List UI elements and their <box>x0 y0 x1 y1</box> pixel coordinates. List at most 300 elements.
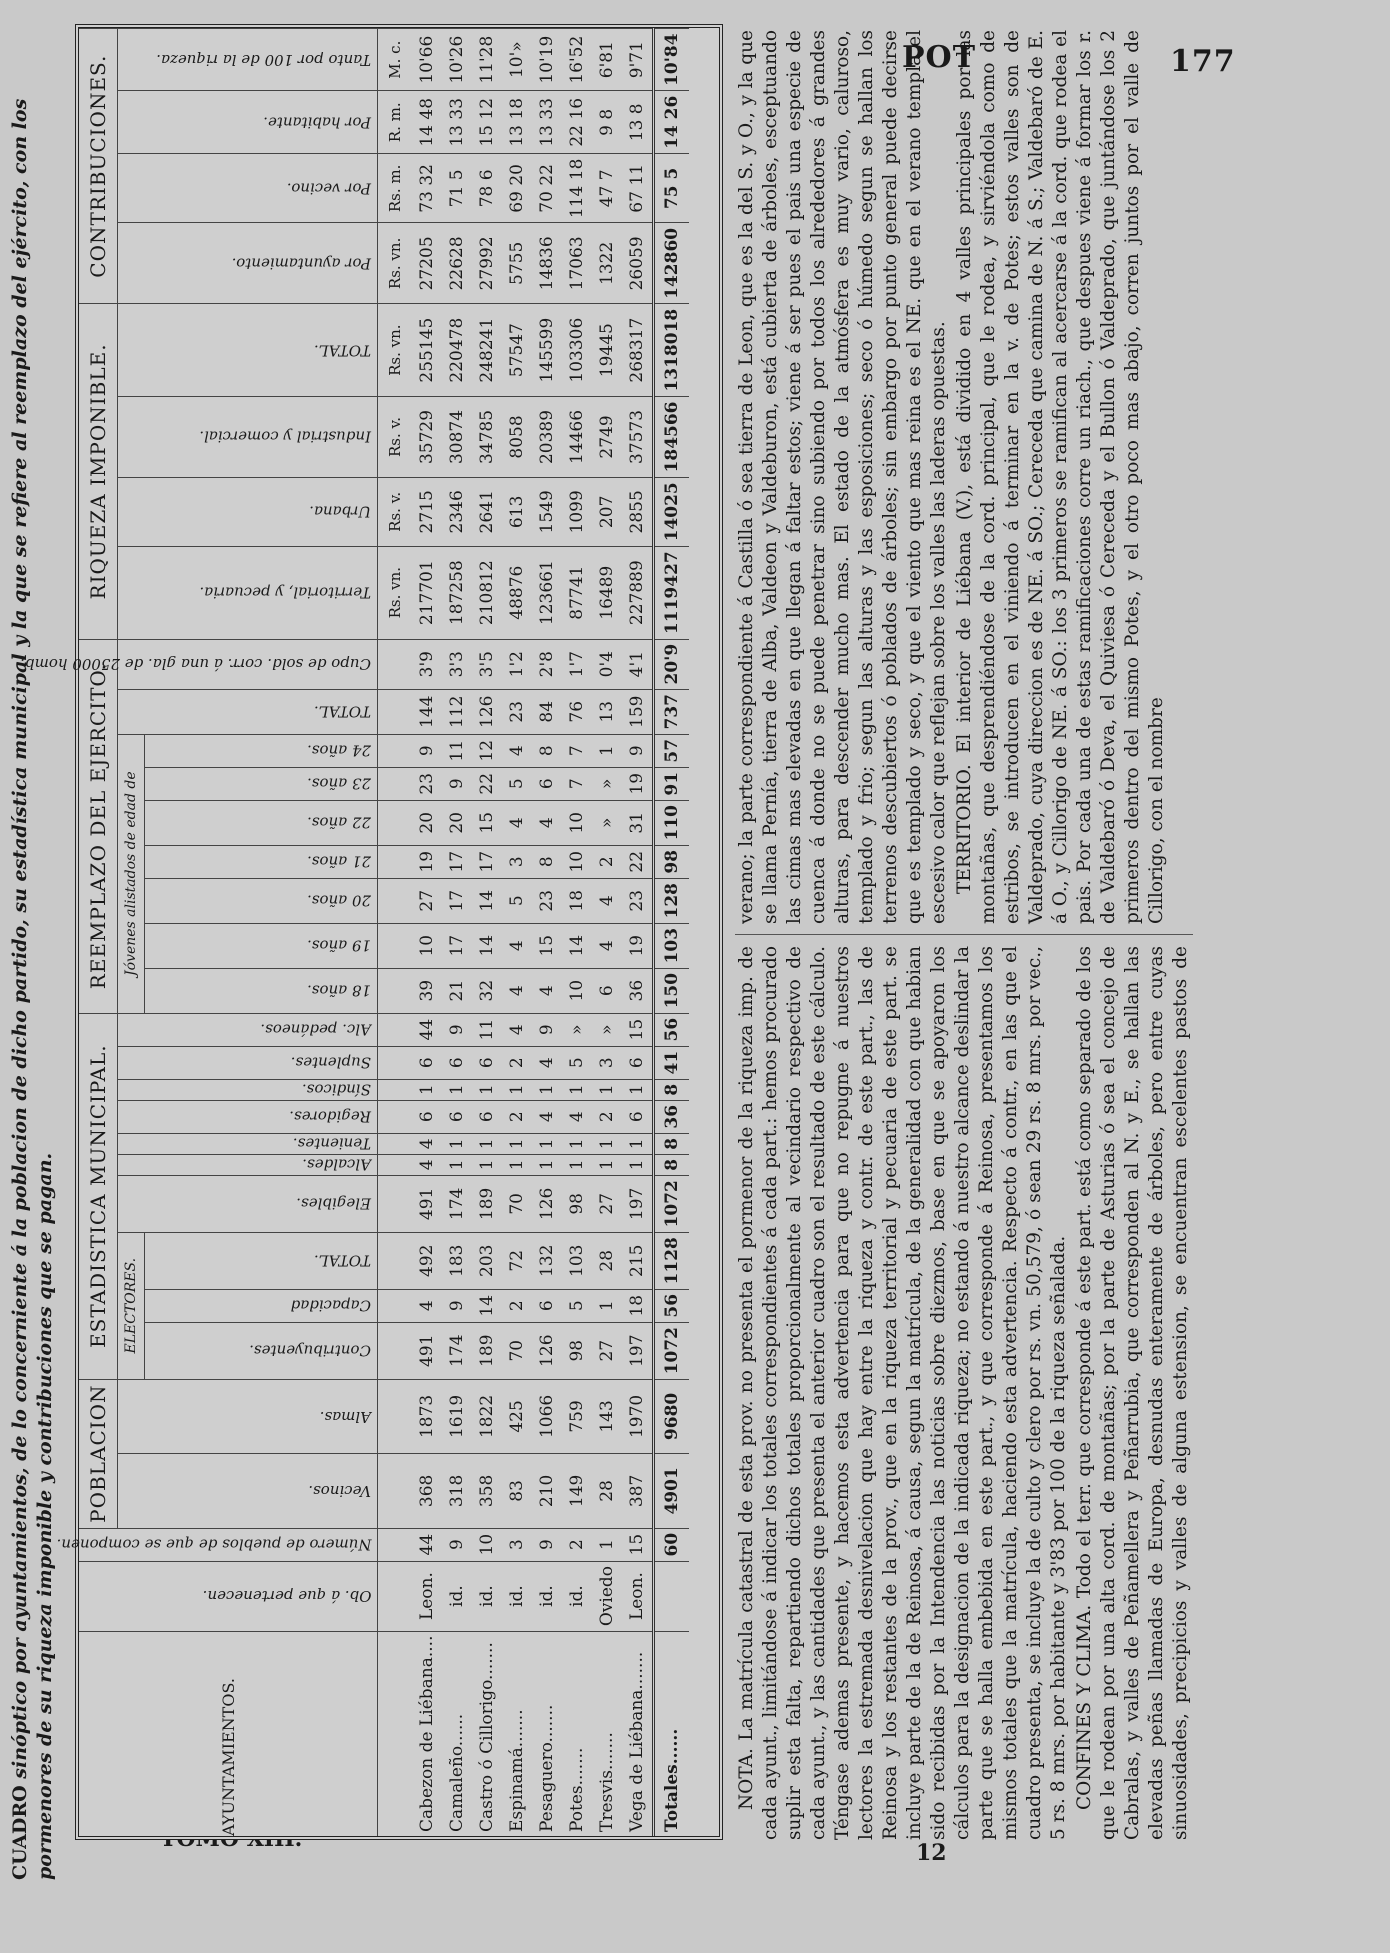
table-row <box>442 29 472 1837</box>
table-cell: 1 <box>622 1133 654 1154</box>
table-cell: 268317 <box>622 304 654 397</box>
table-cell: 1 <box>472 1133 502 1154</box>
totals-cell: 4901 <box>654 1454 690 1528</box>
unit-territorial: Rs. vn. <box>378 546 413 639</box>
totals-cell: 1318018 <box>654 304 690 397</box>
table-cell: 13 <box>592 689 622 734</box>
table-cell: 18 <box>562 878 592 923</box>
table-cell: 4 <box>502 923 532 968</box>
totals-cell: 9680 <box>654 1379 690 1453</box>
table-cell: 197 <box>622 1175 654 1232</box>
table-cell: 123661 <box>532 546 562 639</box>
table-cell: 22 16 <box>562 91 592 154</box>
table-cell: 2641 <box>472 477 502 546</box>
table-cell: 8 <box>532 734 562 767</box>
table-cell: 10 <box>562 968 592 1013</box>
table-cell: 17063 <box>562 223 592 304</box>
col-19: 19 años. <box>145 923 378 968</box>
table-cell: 2 <box>562 1528 592 1561</box>
table-cell: 4 <box>532 1100 562 1133</box>
table-cell: 11 <box>442 734 472 767</box>
col-capacidad: Capacidad <box>145 1289 378 1322</box>
table-cell: 2346 <box>442 477 472 546</box>
page-number: 177 <box>1170 44 1236 79</box>
col-ayuntamientos: AYUNTAMIENTOS. <box>79 1631 378 1836</box>
table-cell: 8058 <box>502 397 532 478</box>
table-cell: 387 <box>622 1454 654 1528</box>
table-cell: 4 <box>502 800 532 845</box>
table-cell: 1 <box>592 1133 622 1154</box>
table-cell: id. <box>562 1561 592 1631</box>
table-cell: 144 <box>412 689 442 734</box>
table-cell: 1873 <box>412 1379 442 1453</box>
table-cell: 1 <box>442 1133 472 1154</box>
table-cell: 126 <box>532 1322 562 1379</box>
table-cell: 21 <box>442 968 472 1013</box>
col-tanto-por-100: Tanto por 100 de la riqueza. <box>118 29 378 91</box>
table-cell: 5755 <box>502 223 532 304</box>
table-cell: 220478 <box>442 304 472 397</box>
table-cell: 30874 <box>442 397 472 478</box>
table-cell: 1 <box>622 1154 654 1175</box>
totals-cell <box>654 1561 690 1631</box>
table-cell: » <box>592 800 622 845</box>
table-cell: 10 <box>472 1528 502 1561</box>
table-cell: 7 <box>562 734 592 767</box>
table-cell: 1 <box>592 734 622 767</box>
table-cell: 210 <box>532 1454 562 1528</box>
row-ayuntamiento: Cabezon de Liébana.... <box>412 1631 442 1836</box>
table-cell: 5 <box>502 878 532 923</box>
table-cell: 4 <box>412 1133 442 1154</box>
table-cell: 112 <box>442 689 472 734</box>
col-por-ayuntamiento: Por ayuntamiento. <box>118 223 378 304</box>
unit-por-habitante: R. m. <box>378 91 413 154</box>
table-cell: 17 <box>442 878 472 923</box>
table-cell: 22 <box>622 845 654 878</box>
table-cell: id. <box>442 1561 472 1631</box>
table-cell: » <box>562 1013 592 1046</box>
totals-cell: 110 <box>654 800 690 845</box>
col-21: 21 años. <box>145 845 378 878</box>
table-cell: 10 <box>562 845 592 878</box>
table-cell: 1970 <box>622 1379 654 1453</box>
table-cell: 4 <box>502 968 532 1013</box>
totals-cell: 150 <box>654 968 690 1013</box>
col-contribuyentes: Contribuyentes. <box>145 1322 378 1379</box>
table-row <box>412 29 442 1837</box>
totals-cell: 8 <box>654 1079 690 1100</box>
table-cell: 2855 <box>622 477 654 546</box>
table-cell: 187258 <box>442 546 472 639</box>
col-almas: Almas. <box>118 1379 378 1453</box>
col-reemplazo-total: TOTAL. <box>118 689 378 734</box>
table-cell: 19 <box>412 845 442 878</box>
table-cell: 6 <box>412 1046 442 1079</box>
table-cell: 39 <box>412 968 442 1013</box>
row-ayuntamiento: Tresvis....... <box>592 1631 622 1836</box>
nota-label: NOTA. <box>736 1748 757 1810</box>
col-23: 23 años. <box>145 767 378 800</box>
totals-cell: 128 <box>654 878 690 923</box>
table-cell: 98 <box>562 1175 592 1232</box>
table-cell: 1 <box>502 1154 532 1175</box>
table-cell: 1 <box>592 1528 622 1561</box>
table-cell: 18 <box>622 1289 654 1322</box>
table-cell: 2 <box>592 845 622 878</box>
table-cell: 23 <box>532 878 562 923</box>
totals-cell: 56 <box>654 1013 690 1046</box>
table-cell: 69 20 <box>502 154 532 223</box>
table-row <box>562 29 592 1837</box>
totals-cell: 737 <box>654 689 690 734</box>
table-cell: 27992 <box>472 223 502 304</box>
table-cell: 9 8 <box>592 91 622 154</box>
table-cell: 15 <box>472 800 502 845</box>
table-cell: 98 <box>562 1322 592 1379</box>
group-jovenes: Jóvenes alistados de edad de <box>118 734 145 1013</box>
table-cell: 103306 <box>562 304 592 397</box>
table-cell: 9 <box>442 1528 472 1561</box>
table-cell: 1 <box>412 1079 442 1100</box>
table-cell: 9 <box>412 734 442 767</box>
col-urbana: Urbana. <box>118 477 378 546</box>
table-cell: 1 <box>502 1079 532 1100</box>
table-cell: 20 <box>412 800 442 845</box>
table-cell: 13 8 <box>622 91 654 154</box>
totals-cell: 8 <box>654 1133 690 1154</box>
totals-cell: 56 <box>654 1289 690 1322</box>
table-cell: 6 <box>532 1289 562 1322</box>
table-cell: 1 <box>502 1133 532 1154</box>
table-cell: 3 <box>592 1046 622 1079</box>
table-cell: 8 <box>532 845 562 878</box>
group-electores: ELECTORES. <box>118 1232 145 1379</box>
unit-industrial: Rs. v. <box>378 397 413 478</box>
nota-text: La matrícula catastral de esta prov. no presenta el pormenor de la riqueza imp. de cada ayunt., limitándose á indicar los totales correspondientes á cada part.: hemos procurado suplir esta falta, repartiendo dichos totales proporcionalmente al vecindario respectivo de cada ayunt., y las cantidades que presenta el anterior cuadro son el resultado de este cálculo. Téngase ademas presente, y hacemos esta advertencia para que no repugne á nuestros lectores la estremada desnivelacion que hay entre la riqueza y contr. de este part., las de Reinosa y los restantes de la prov., que en la riqueza territorial y pecuaria de este part. se incluye parte de la de Reinosa, á causa, segun la matrícula, de la generalidad con que habian sido recibidas por la Intendencia las noticias sobre diezmos, base en que se apoyaron los cálculos para la designacion de la indicada riqueza; no estando á nuestro alcance deslindar la parte que se halla embebida en este part., y que corresponde á Reinosa, presentamos los mismos totales que la matrícula, haciendo esta advertencia. Respecto á contr., en las que el cuadro presenta, se incluye la de culto y clero por rs. vn. 50,579, ó sean 29 rs. 8 mrs. por vec., 5 rs. 8 mrs. por habitante y 3'83 por 100 de la riqueza señalada. <box>736 946 1069 1840</box>
table-cell: 9 <box>442 767 472 800</box>
caption-text: sinóptico por ayuntamientos, de lo concerniente á la poblacion de dicho partido, su estadística municipal y la que se refiere al reemplazo del ejército, con los pormenores de su riqueza imponible y contribuciones que se pagan. <box>9 98 56 1880</box>
table-cell: 84 <box>532 689 562 734</box>
table-cell: 126 <box>532 1175 562 1232</box>
totals-cell: 14 26 <box>654 91 690 154</box>
table-cell: 35729 <box>412 397 442 478</box>
table-cell: 2749 <box>592 397 622 478</box>
row-ayuntamiento: Vega de Liébana....... <box>622 1631 654 1836</box>
table-body <box>412 29 654 1837</box>
table-cell: 1 <box>472 1154 502 1175</box>
table-cell: 203 <box>472 1232 502 1289</box>
table-cell: 1 <box>562 1133 592 1154</box>
table-cell: 10'26 <box>442 29 472 91</box>
totals-cell: 1119427 <box>654 546 690 639</box>
totals-cell: 1072 <box>654 1175 690 1232</box>
table-cell: 1'7 <box>562 639 592 689</box>
table-cell: 4 <box>502 734 532 767</box>
col-tenientes: Tenientes. <box>118 1133 378 1154</box>
table-cell: 70 <box>502 1322 532 1379</box>
totals-cell: 20'9 <box>654 639 690 689</box>
table-cell: Leon. <box>412 1561 442 1631</box>
table-cell: 2 <box>502 1289 532 1322</box>
totals-cell: 60 <box>654 1528 690 1561</box>
table-cell: 103 <box>562 1232 592 1289</box>
table-cell: 1 <box>442 1154 472 1175</box>
table-cell: 9 <box>442 1013 472 1046</box>
table-cell: 4 <box>592 878 622 923</box>
table-cell: 22628 <box>442 223 472 304</box>
totals-label: Totales...... <box>654 1631 690 1836</box>
table-cell: 19 <box>622 767 654 800</box>
totals-cell: 10'84 <box>654 29 690 91</box>
terreno-label: TERRITORIO. <box>954 764 975 894</box>
table-cell: 2'8 <box>532 639 562 689</box>
table-cell: 23 <box>502 689 532 734</box>
col-cupo: Cupo de sold. corr. á una gla. de 25000 homb. <box>118 639 378 689</box>
table-cell: 27 <box>592 1322 622 1379</box>
table-cell: 6 <box>532 767 562 800</box>
confines-text: Todo el terr. que corresponde á este part. está como separado de los que le rodean por una alta cord. de montañas; por la parte de Asturias ó sea el concejo de Cabralas, y valles de Peñamellera y Peñarrubia, que corresponden al N. y E., se hallan las elevadas peñas llamadas de Europa, desnudas enteramente de árboles, pero entre cuyas sinuosidades, precipicios y valles de alguna estension, se encuentran escelentes pastos de verano; la parte correspondiente á Castilla ó sea tierra de Leon, que es la del S. y O., y la que se llama Pernía, tierra de Alba, Valdeon y Valdeburon, está cubierta de árboles, esceptuando las cimas mas elevadas en que llegan á faltar estos; viene á ser pues el pais una especie de cuenca á donde no se puede penetrar sino subiendo por todos los alrededores á grandes alturas, para descender mucho mas. El estado de la atmósfera es muy vario, caluroso, templado y frio; segun las alturas y las esposiciones; seco ó húmedo segun se hallan los terrenos descubiertos ó poblados de árboles; sin embargo por punto general puede decirse que es templado y seco, y que el viento que mas reina es el NE. que en el verano templa el escesivo calor que reflejan sobre los valles las laderas opuestas. <box>736 30 1191 1840</box>
unit-por-vecino: Rs. m. <box>378 154 413 223</box>
table-cell: 14466 <box>562 397 592 478</box>
table-cell: 10'» <box>502 29 532 91</box>
col-alc-pedaneos: Alc. pedáneos. <box>118 1013 378 1046</box>
table-cell: 72 <box>502 1232 532 1289</box>
row-ayuntamiento: Espinamá....... <box>502 1631 532 1836</box>
totals-cell: 1128 <box>654 1232 690 1289</box>
table-cell: 1'2 <box>502 639 532 689</box>
table-cell: 23 <box>412 767 442 800</box>
totals-row <box>654 29 690 1837</box>
table-cell: 83 <box>502 1454 532 1528</box>
col-alcaldes: Alcaldes. <box>118 1154 378 1175</box>
table-cell: 318 <box>442 1454 472 1528</box>
table-cell: 1099 <box>562 477 592 546</box>
totals-cell: 8 <box>654 1154 690 1175</box>
totals-cell: 91 <box>654 767 690 800</box>
table-cell: 76 <box>562 689 592 734</box>
table-cell: 15 12 <box>472 91 502 154</box>
table-cell: 11'28 <box>472 29 502 91</box>
table-row <box>622 29 654 1837</box>
table-cell: 183 <box>442 1232 472 1289</box>
table-cell: 4'1 <box>622 639 654 689</box>
table-cell: 492 <box>412 1232 442 1289</box>
table-cell: 1 <box>592 1289 622 1322</box>
col-ob: Ob. á que pertenecen. <box>79 1561 378 1631</box>
group-reemplazo: REEMPLAZO DEL EJERCITO. <box>79 639 118 1013</box>
table-cell: 248241 <box>472 304 502 397</box>
table-cell: 19 <box>622 923 654 968</box>
row-ayuntamiento: Pesaguero....... <box>532 1631 562 1836</box>
table-cell: 174 <box>442 1322 472 1379</box>
table-cell: » <box>592 767 622 800</box>
table-cell: 9 <box>532 1013 562 1046</box>
table-cell: 47 7 <box>592 154 622 223</box>
table-cell: 6 <box>412 1100 442 1133</box>
table-cell: 1 <box>562 1154 592 1175</box>
table-cell: 143 <box>592 1379 622 1453</box>
table-cell: 1 <box>562 1079 592 1100</box>
table-cell: 126 <box>472 689 502 734</box>
table-cell: 7 <box>562 767 592 800</box>
table-cell: 10 <box>412 923 442 968</box>
table-cell: 6 <box>442 1046 472 1079</box>
terreno-text: El interior de Liébana (V.), está dividido en 4 valles principales por las montañas, que desprendiéndose de la cord. principal, que le rodea, y sirviéndola como de estribos, se introducen en el viniendo á terminar en la v. de Potes; estos valles son de Valdeprado, cuya direccion es de NE. á SO.; Cereceda que camina de N. á S.; Valdebaró de E. á O., y Cillorigo de NE. á SO.: los 3 primeros se ramifican al acercarse á la cord. que rodea el pais. Por cada una de estas ramificaciones corre un riach., que despues viene á formar los r. de Valdebaró ó Deva, el Quiviesa ó Cereceda y el Bullon ó Valdeprado, que juntándose los 2 primeros dentro del mismo Potes, y el otro poco mas abajo, corren juntos por el valle de Cillorigo, con el nombre <box>954 30 1167 924</box>
totals-cell: 75 5 <box>654 154 690 223</box>
table-cell: 197 <box>622 1322 654 1379</box>
table-cell: 1549 <box>532 477 562 546</box>
table-row <box>532 29 562 1837</box>
table-cell: 14 <box>472 923 502 968</box>
table-cell: 1822 <box>472 1379 502 1453</box>
table-cell: 1 <box>532 1079 562 1100</box>
table-cell: 17 <box>442 845 472 878</box>
table-cell: 19445 <box>592 304 622 397</box>
table-cell: 425 <box>502 1379 532 1453</box>
table-cell: 2 <box>502 1046 532 1079</box>
table-cell: 4 <box>592 923 622 968</box>
notes-columns <box>735 30 1193 1840</box>
table-cell: 67 11 <box>622 154 654 223</box>
table-cell: Oviedo <box>592 1561 622 1631</box>
table-cell: 70 22 <box>532 154 562 223</box>
table-cell: 4 <box>532 1046 562 1079</box>
table-cell: 4 <box>562 1100 592 1133</box>
table-cell: 57547 <box>502 304 532 397</box>
table-cell: 3'5 <box>472 639 502 689</box>
table-cell: 6 <box>442 1100 472 1133</box>
table-cell: 2 <box>502 1100 532 1133</box>
table-cell: 149 <box>562 1454 592 1528</box>
terreno-paragraph <box>953 30 1169 924</box>
table-row <box>472 29 502 1837</box>
units-row <box>378 29 413 1837</box>
table-cell: 17 <box>472 845 502 878</box>
group-contribuciones: CONTRIBUCIONES. <box>79 29 118 304</box>
table-cell: 613 <box>502 477 532 546</box>
table-cell: id. <box>532 1561 562 1631</box>
table-cell: 6 <box>622 1100 654 1133</box>
table-cell: 44 <box>412 1528 442 1561</box>
totals-cell: 142860 <box>654 223 690 304</box>
table-cell: 5 <box>562 1046 592 1079</box>
table-cell: 87741 <box>562 546 592 639</box>
nota-paragraph <box>735 946 1071 1840</box>
table-cell: 20389 <box>532 397 562 478</box>
table-cell: 1619 <box>442 1379 472 1453</box>
table-cell: 9 <box>622 734 654 767</box>
table-cell: 3'3 <box>442 639 472 689</box>
table-cell: 2 <box>592 1100 622 1133</box>
table-cell: Leon. <box>622 1561 654 1631</box>
col-20: 20 años. <box>145 878 378 923</box>
table-cell: 6 <box>472 1100 502 1133</box>
table-cell: 71 5 <box>442 154 472 223</box>
table-cell: 3 <box>502 845 532 878</box>
col-riqueza-total: TOTAL. <box>118 304 378 397</box>
table-cell: 31 <box>622 800 654 845</box>
table-cell: 78 6 <box>472 154 502 223</box>
table-row <box>502 29 532 1837</box>
table-cell: 27205 <box>412 223 442 304</box>
table-cell: 14 <box>472 878 502 923</box>
table-cell: 48876 <box>502 546 532 639</box>
table-cell: 1 <box>592 1154 622 1175</box>
table-cell: 13 18 <box>502 91 532 154</box>
table-cell: » <box>592 1013 622 1046</box>
table-cell: 27 <box>412 878 442 923</box>
table-cell: 34785 <box>472 397 502 478</box>
table-cell: 9 <box>532 1528 562 1561</box>
table-cell: 28 <box>592 1454 622 1528</box>
notes-section <box>735 30 1193 1840</box>
totals-cell: 98 <box>654 845 690 878</box>
table-cell: 32 <box>472 968 502 1013</box>
table-cell: 15 <box>622 1528 654 1561</box>
table-cell: 1 <box>532 1154 562 1175</box>
col-sindicos: Síndicos. <box>118 1079 378 1100</box>
totals-cell: 1072 <box>654 1322 690 1379</box>
table-cell: 14836 <box>532 223 562 304</box>
table-cell: 16'52 <box>562 29 592 91</box>
table-cell: 3 <box>502 1528 532 1561</box>
table-cell: 9 <box>442 1289 472 1322</box>
table-cell: 13 33 <box>532 91 562 154</box>
col-electores-total: TOTAL. <box>145 1232 378 1289</box>
table-cell: 12 <box>472 734 502 767</box>
table-cell: 16489 <box>592 546 622 639</box>
table-cell: 15 <box>622 1013 654 1046</box>
table-cell: 1 <box>472 1079 502 1100</box>
table-cell: 145599 <box>532 304 562 397</box>
table-cell: 10'66 <box>412 29 442 91</box>
table-cell: 20 <box>442 800 472 845</box>
table-cell: 4 <box>502 1013 532 1046</box>
table-cell: 26059 <box>622 223 654 304</box>
table-cell: 132 <box>532 1232 562 1289</box>
table-cell: 491 <box>412 1175 442 1232</box>
totals-cell: 184566 <box>654 397 690 478</box>
table-cell: 22 <box>472 767 502 800</box>
table-cell: 189 <box>472 1322 502 1379</box>
table-cell: 23 <box>622 878 654 923</box>
table-cell: 1 <box>622 1079 654 1100</box>
table-cell: 227889 <box>622 546 654 639</box>
col-industrial: Industrial y comercial. <box>118 397 378 478</box>
totals-cell: 57 <box>654 734 690 767</box>
table-cell: 4 <box>412 1289 442 1322</box>
table-cell: 759 <box>562 1379 592 1453</box>
col-por-habitante: Por habitante. <box>118 91 378 154</box>
signature-mark: 12 <box>916 1840 947 1866</box>
table-cell: 5 <box>562 1289 592 1322</box>
table-cell: 210812 <box>472 546 502 639</box>
col-territorial: Territorial, y pecuaria. <box>118 546 378 639</box>
table-cell: 9'71 <box>622 29 654 91</box>
table-cell: 1066 <box>532 1379 562 1453</box>
table-cell: 14 <box>562 923 592 968</box>
table-cell: 6'81 <box>592 29 622 91</box>
table-cell: id. <box>502 1561 532 1631</box>
totals-cell: 103 <box>654 923 690 968</box>
table-cell: 255145 <box>412 304 442 397</box>
table-cell: 3'9 <box>412 639 442 689</box>
table-cell: 0'4 <box>592 639 622 689</box>
table-cell: 1322 <box>592 223 622 304</box>
row-ayuntamiento: Castro ó Cillorigo....... <box>472 1631 502 1836</box>
group-riqueza: RIQUEZA IMPONIBLE. <box>79 304 118 639</box>
